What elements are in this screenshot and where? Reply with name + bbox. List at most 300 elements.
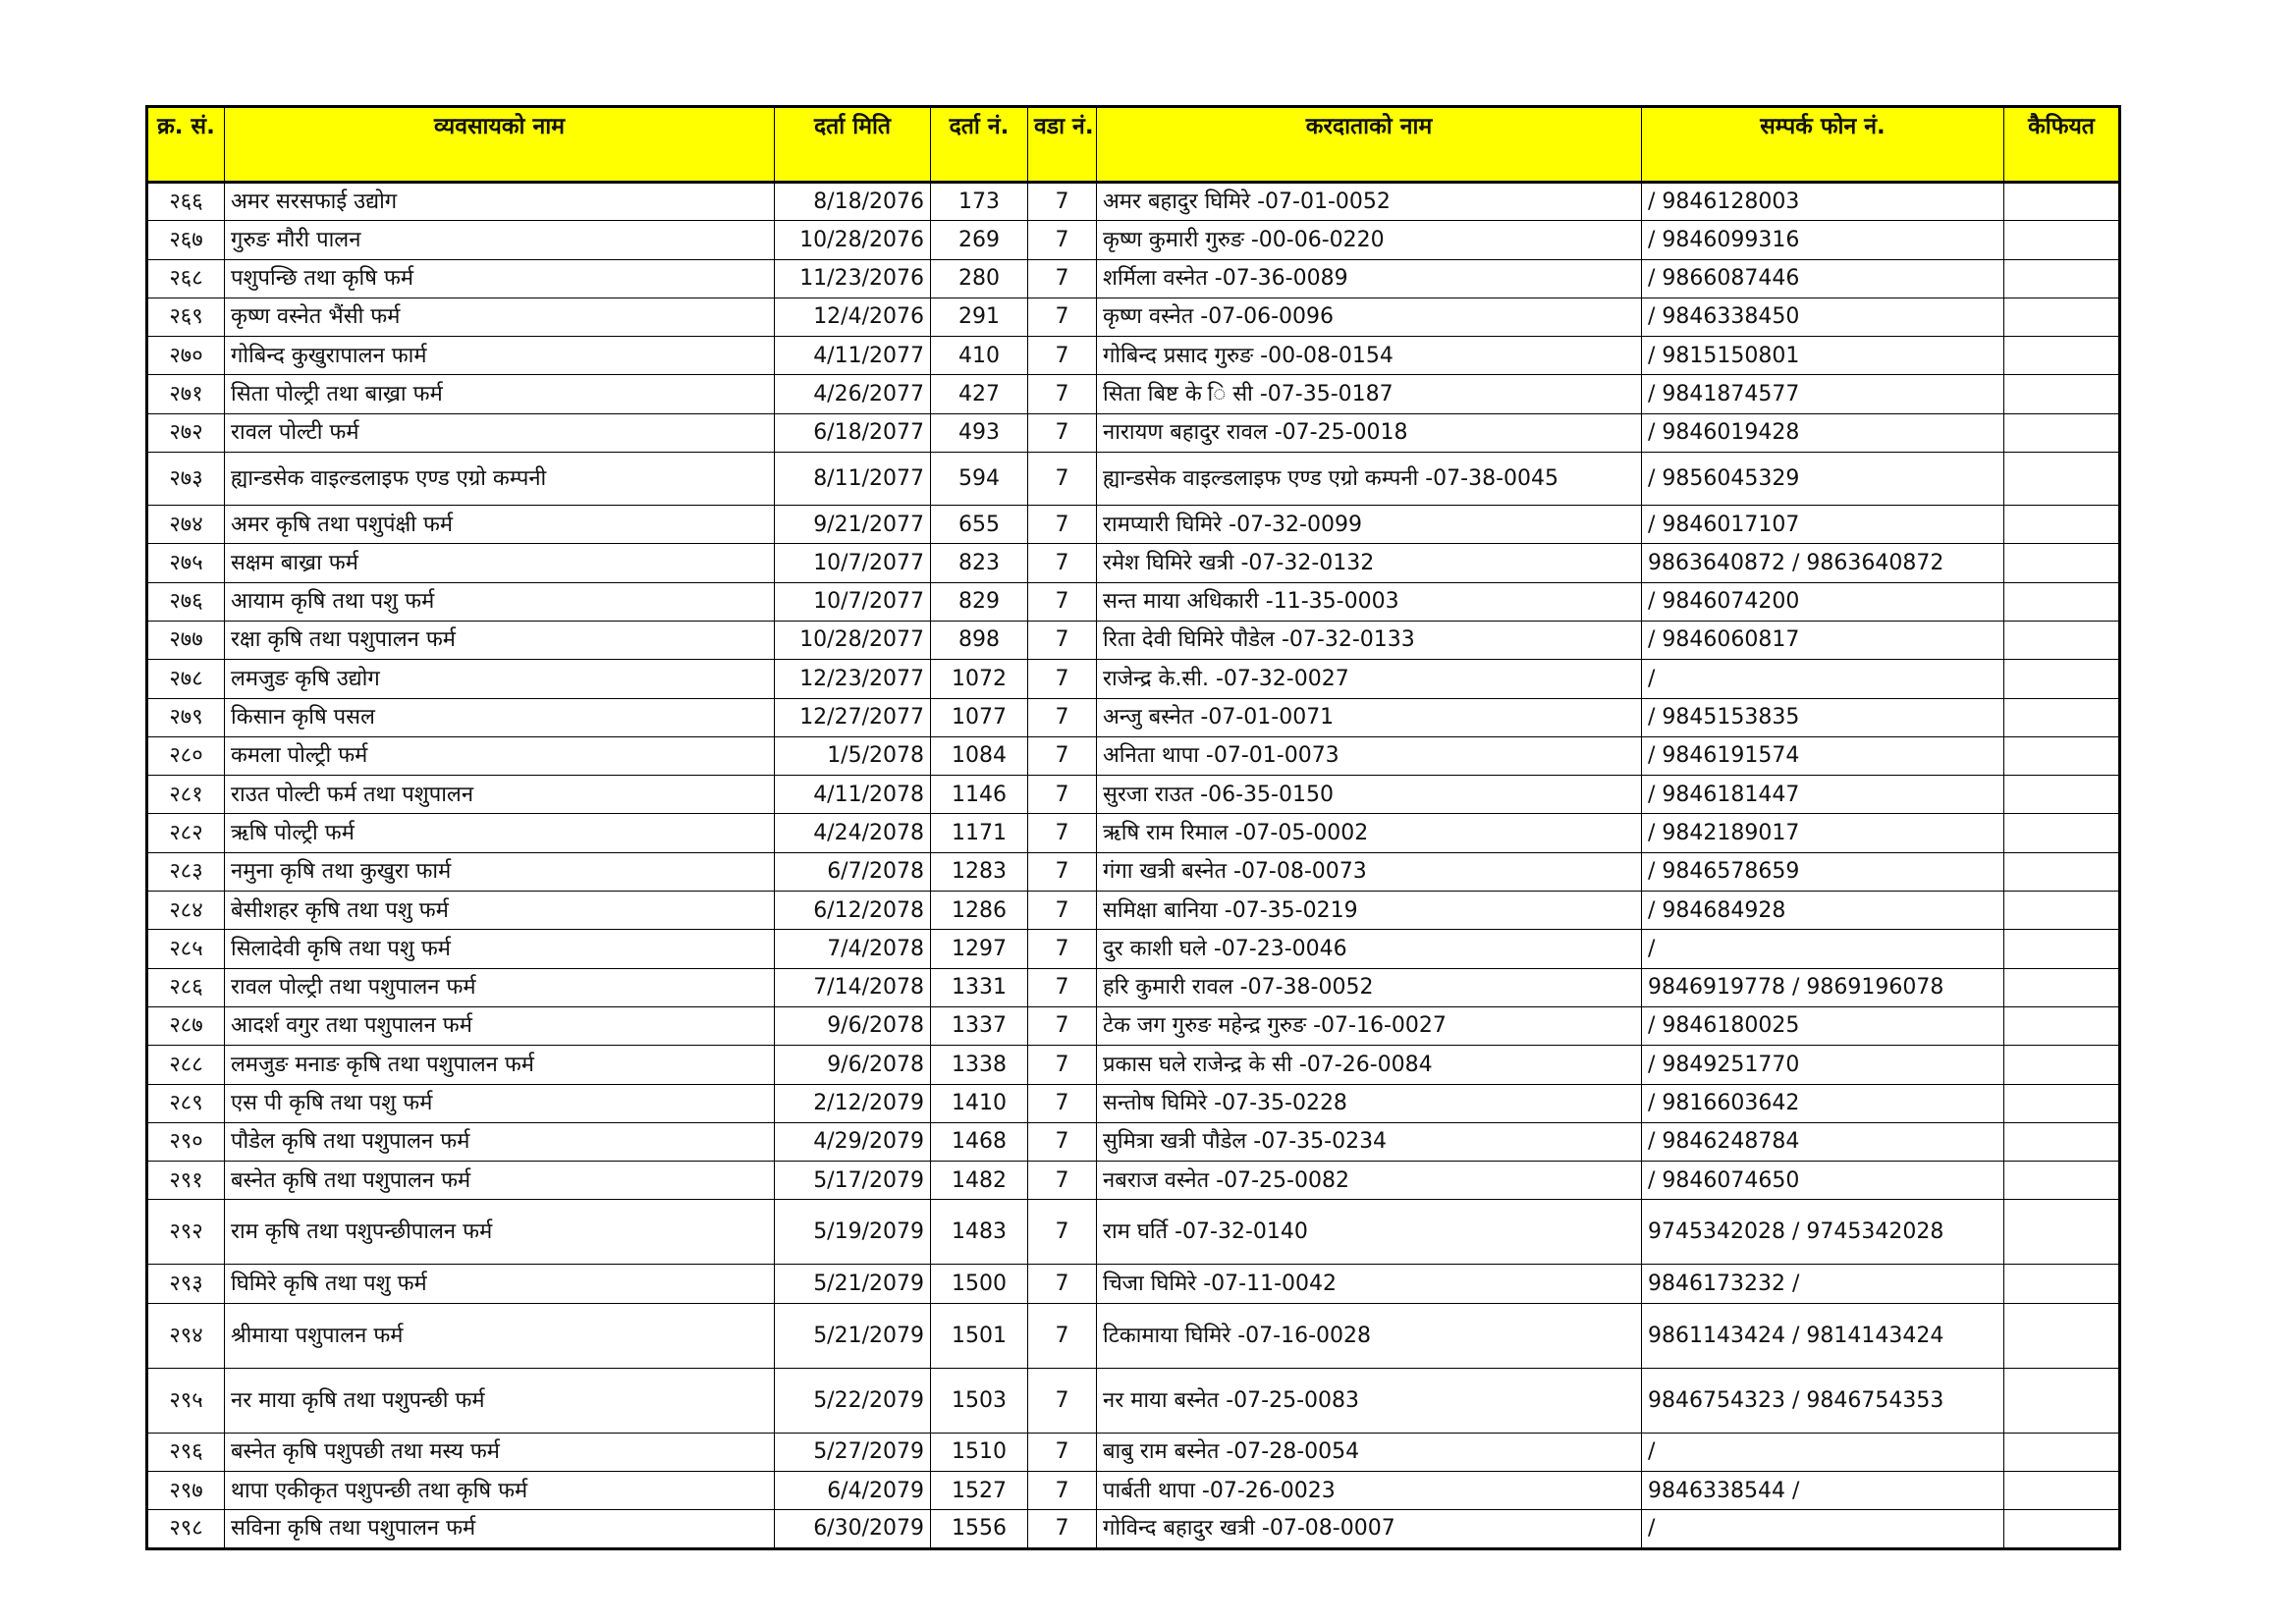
cell-contact-phone: 9846338544 /	[1642, 1472, 2004, 1510]
cell-ward-number: 7	[1028, 413, 1097, 452]
header-registration-date: दर्ता मिति	[775, 107, 931, 183]
cell-business-name: रावल पोल्टी फर्म	[225, 413, 775, 452]
cell-contact-phone: / 9846248784	[1642, 1122, 2004, 1161]
cell-business-name: गुरुङ मौरी पालन	[225, 221, 775, 259]
table-row	[147, 621, 2120, 659]
cell-serial: २८०	[147, 736, 225, 775]
cell-business-name: बस्नेत कृषि तथा पशुपालन फर्म	[225, 1162, 775, 1200]
cell-business-name: आदर्श वगुर तथा पशुपालन फर्म	[225, 1006, 775, 1045]
cell-taxpayer-name: शर्मिला वस्नेत -07-36-0089	[1097, 259, 1642, 298]
table-row	[147, 582, 2120, 621]
table-row	[147, 1433, 2120, 1471]
cell-registration-number: 493	[931, 413, 1028, 452]
cell-ward-number: 7	[1028, 1265, 1097, 1303]
header-business-name: व्यवसायको नाम	[225, 107, 775, 183]
cell-remarks	[2004, 1162, 2120, 1200]
cell-contact-phone: /	[1642, 1433, 2004, 1471]
cell-ward-number: 7	[1028, 1046, 1097, 1084]
cell-ward-number: 7	[1028, 660, 1097, 698]
cell-business-name: नर माया कृषि तथा पशुपन्छी फर्म	[225, 1368, 775, 1433]
cell-registration-number: 291	[931, 298, 1028, 336]
cell-registration-number: 1077	[931, 698, 1028, 736]
cell-remarks	[2004, 1200, 2120, 1265]
cell-registration-number: 1500	[931, 1265, 1028, 1303]
cell-serial: २६७	[147, 221, 225, 259]
cell-business-name: कृष्ण वस्नेत भैंसी फर्म	[225, 298, 775, 336]
cell-serial: २९३	[147, 1265, 225, 1303]
cell-taxpayer-name: नारायण बहादुर रावल -07-25-0018	[1097, 413, 1642, 452]
cell-business-name: लमजुङ कृषि उद्योग	[225, 660, 775, 698]
cell-taxpayer-name: हरि कुमारी रावल -07-38-0052	[1097, 968, 1642, 1006]
cell-remarks	[2004, 776, 2120, 814]
header-remarks: कैफियत	[2004, 107, 2120, 183]
cell-serial: २८३	[147, 852, 225, 891]
cell-remarks	[2004, 1368, 2120, 1433]
cell-ward-number: 7	[1028, 1303, 1097, 1368]
cell-business-name: पौडेल कृषि तथा पशुपालन फर्म	[225, 1122, 775, 1161]
table-row	[147, 1162, 2120, 1200]
cell-contact-phone: /	[1642, 660, 2004, 698]
cell-taxpayer-name: कृष्ण वस्नेत -07-06-0096	[1097, 298, 1642, 336]
header-serial: क्र. सं.	[147, 107, 225, 183]
cell-ward-number: 7	[1028, 1006, 1097, 1045]
table-row	[147, 1472, 2120, 1510]
cell-serial: २८७	[147, 1006, 225, 1045]
cell-serial: २७८	[147, 660, 225, 698]
cell-ward-number: 7	[1028, 968, 1097, 1006]
cell-ward-number: 7	[1028, 582, 1097, 621]
business-registry-table	[145, 105, 2121, 1550]
cell-registration-number: 594	[931, 453, 1028, 506]
cell-serial: २९७	[147, 1472, 225, 1510]
table-row	[147, 337, 2120, 375]
cell-business-name: बस्नेत कृषि पशुपछी तथा मस्य फर्म	[225, 1433, 775, 1471]
cell-ward-number: 7	[1028, 453, 1097, 506]
cell-remarks	[2004, 892, 2120, 930]
cell-remarks	[2004, 337, 2120, 375]
cell-ward-number: 7	[1028, 852, 1097, 891]
cell-serial: २९५	[147, 1368, 225, 1433]
cell-registration-date: 10/7/2077	[775, 582, 931, 621]
cell-contact-phone: / 9842189017	[1642, 814, 2004, 852]
cell-taxpayer-name: गोविन्द बहादुर खत्री -07-08-0007	[1097, 1510, 1642, 1548]
cell-contact-phone: / 9846017107	[1642, 506, 2004, 544]
cell-taxpayer-name: नबराज वस्नेत -07-25-0082	[1097, 1162, 1642, 1200]
cell-registration-date: 5/22/2079	[775, 1368, 931, 1433]
cell-registration-number: 410	[931, 337, 1028, 375]
cell-remarks	[2004, 413, 2120, 452]
table-row	[147, 1368, 2120, 1433]
cell-remarks	[2004, 453, 2120, 506]
cell-remarks	[2004, 1472, 2120, 1510]
cell-registration-date: 9/21/2077	[775, 506, 931, 544]
cell-contact-phone: / 9846338450	[1642, 298, 2004, 336]
cell-registration-date: 4/26/2077	[775, 375, 931, 413]
cell-serial: २६९	[147, 298, 225, 336]
cell-contact-phone: / 9846578659	[1642, 852, 2004, 891]
table-row	[147, 1084, 2120, 1122]
cell-contact-phone: 9863640872 / 9863640872	[1642, 544, 2004, 582]
cell-ward-number: 7	[1028, 621, 1097, 659]
cell-registration-date: 4/11/2077	[775, 337, 931, 375]
cell-remarks	[2004, 1265, 2120, 1303]
cell-registration-date: 5/17/2079	[775, 1162, 931, 1200]
cell-business-name: किसान कृषि पसल	[225, 698, 775, 736]
cell-contact-phone: / 9866087446	[1642, 259, 2004, 298]
cell-remarks	[2004, 1006, 2120, 1045]
cell-contact-phone: / 9846180025	[1642, 1006, 2004, 1045]
cell-taxpayer-name: बाबु राम बस्नेत -07-28-0054	[1097, 1433, 1642, 1471]
cell-ward-number: 7	[1028, 1122, 1097, 1161]
cell-business-name: पशुपन्छि तथा कृषि फर्म	[225, 259, 775, 298]
cell-ward-number: 7	[1028, 1200, 1097, 1265]
cell-business-name: एस पी कृषि तथा पशु फर्म	[225, 1084, 775, 1122]
cell-registration-number: 1286	[931, 892, 1028, 930]
cell-taxpayer-name: सन्तोष घिमिरे -07-35-0228	[1097, 1084, 1642, 1122]
cell-registration-date: 8/11/2077	[775, 453, 931, 506]
cell-serial: २७२	[147, 413, 225, 452]
cell-registration-number: 173	[931, 183, 1028, 221]
cell-ward-number: 7	[1028, 1084, 1097, 1122]
table-row	[147, 1265, 2120, 1303]
cell-contact-phone: / 9849251770	[1642, 1046, 2004, 1084]
cell-taxpayer-name: पार्बती थापा -07-26-0023	[1097, 1472, 1642, 1510]
cell-contact-phone: / 9846099316	[1642, 221, 2004, 259]
table-row	[147, 1006, 2120, 1045]
cell-serial: २७९	[147, 698, 225, 736]
cell-ward-number: 7	[1028, 183, 1097, 221]
cell-taxpayer-name: कृष्ण कुमारी गुरुङ -00-06-0220	[1097, 221, 1642, 259]
cell-serial: २८२	[147, 814, 225, 852]
table-row	[147, 1510, 2120, 1548]
cell-serial: २७४	[147, 506, 225, 544]
cell-serial: २८९	[147, 1084, 225, 1122]
cell-serial: २९०	[147, 1122, 225, 1161]
cell-registration-number: 898	[931, 621, 1028, 659]
cell-registration-date: 5/21/2079	[775, 1303, 931, 1368]
cell-taxpayer-name: गंगा खत्री बस्नेत -07-08-0073	[1097, 852, 1642, 891]
cell-registration-date: 9/6/2078	[775, 1006, 931, 1045]
table-row	[147, 930, 2120, 968]
cell-remarks	[2004, 582, 2120, 621]
cell-contact-phone: 9846919778 / 9869196078	[1642, 968, 2004, 1006]
cell-serial: २९४	[147, 1303, 225, 1368]
cell-remarks	[2004, 221, 2120, 259]
cell-registration-date: 6/30/2079	[775, 1510, 931, 1548]
cell-ward-number: 7	[1028, 814, 1097, 852]
cell-taxpayer-name: अमर बहादुर घिमिरे -07-01-0052	[1097, 183, 1642, 221]
cell-contact-phone: 9846754323 / 9846754353	[1642, 1368, 2004, 1433]
cell-business-name: आयाम कृषि तथा पशु फर्म	[225, 582, 775, 621]
cell-contact-phone: 9861143424 / 9814143424	[1642, 1303, 2004, 1368]
cell-remarks	[2004, 259, 2120, 298]
cell-registration-date: 5/19/2079	[775, 1200, 931, 1265]
cell-registration-number: 1483	[931, 1200, 1028, 1265]
cell-business-name: कमला पोल्ट्री फर्म	[225, 736, 775, 775]
cell-business-name: राम कृषि तथा पशुपन्छीपालन फर्म	[225, 1200, 775, 1265]
table-row	[147, 1046, 2120, 1084]
cell-ward-number: 7	[1028, 1368, 1097, 1433]
cell-remarks	[2004, 506, 2120, 544]
cell-contact-phone: / 9846019428	[1642, 413, 2004, 452]
cell-contact-phone: / 9846074200	[1642, 582, 2004, 621]
cell-taxpayer-name: सन्त माया अधिकारी -11-35-0003	[1097, 582, 1642, 621]
cell-business-name: श्रीमाया पशुपालन फर्म	[225, 1303, 775, 1368]
cell-registration-date: 9/6/2078	[775, 1046, 931, 1084]
cell-business-name: ह्यान्डसेक वाइल्डलाइफ एण्ड एग्रो कम्पनी	[225, 453, 775, 506]
cell-ward-number: 7	[1028, 1472, 1097, 1510]
cell-serial: २८१	[147, 776, 225, 814]
cell-registration-number: 1410	[931, 1084, 1028, 1122]
table-body	[147, 183, 2120, 1549]
cell-contact-phone: / 9841874577	[1642, 375, 2004, 413]
cell-registration-date: 11/23/2076	[775, 259, 931, 298]
cell-registration-date: 6/18/2077	[775, 413, 931, 452]
cell-remarks	[2004, 621, 2120, 659]
cell-registration-date: 8/18/2076	[775, 183, 931, 221]
cell-registration-date: 4/29/2079	[775, 1122, 931, 1161]
cell-registration-date: 6/4/2079	[775, 1472, 931, 1510]
cell-registration-number: 1331	[931, 968, 1028, 1006]
cell-contact-phone: / 9846181447	[1642, 776, 2004, 814]
table-row	[147, 814, 2120, 852]
cell-registration-date: 12/4/2076	[775, 298, 931, 336]
cell-taxpayer-name: सिता बिष्ट के ि सी -07-35-0187	[1097, 375, 1642, 413]
table-row	[147, 1122, 2120, 1161]
cell-serial: २७६	[147, 582, 225, 621]
table-row	[147, 852, 2120, 891]
cell-business-name: रक्षा कृषि तथा पशुपालन फर्म	[225, 621, 775, 659]
cell-business-name: अमर सरसफाई उद्योग	[225, 183, 775, 221]
cell-taxpayer-name: रिता देवी घिमिरे पौडेल -07-32-0133	[1097, 621, 1642, 659]
cell-registration-number: 269	[931, 221, 1028, 259]
cell-contact-phone: / 984684928	[1642, 892, 2004, 930]
cell-registration-date: 5/21/2079	[775, 1265, 931, 1303]
cell-registration-date: 12/27/2077	[775, 698, 931, 736]
cell-remarks	[2004, 1510, 2120, 1548]
table-row	[147, 892, 2120, 930]
cell-serial: २९६	[147, 1433, 225, 1471]
cell-registration-number: 823	[931, 544, 1028, 582]
cell-ward-number: 7	[1028, 221, 1097, 259]
cell-ward-number: 7	[1028, 1510, 1097, 1548]
cell-ward-number: 7	[1028, 544, 1097, 582]
table-row	[147, 221, 2120, 259]
cell-contact-phone: / 9846191574	[1642, 736, 2004, 775]
cell-registration-date: 6/12/2078	[775, 892, 931, 930]
cell-taxpayer-name: रमेश घिमिरे खत्री -07-32-0132	[1097, 544, 1642, 582]
cell-contact-phone: / 9856045329	[1642, 453, 2004, 506]
cell-serial: २७१	[147, 375, 225, 413]
cell-registration-date: 5/27/2079	[775, 1433, 931, 1471]
cell-registration-number: 1527	[931, 1472, 1028, 1510]
cell-remarks	[2004, 183, 2120, 221]
cell-taxpayer-name: गोबिन्द प्रसाद गुरुङ -00-08-0154	[1097, 337, 1642, 375]
cell-registration-number: 1283	[931, 852, 1028, 891]
cell-registration-number: 1468	[931, 1122, 1028, 1161]
cell-business-name: सिता पोल्ट्री तथा बाख्रा फर्म	[225, 375, 775, 413]
cell-serial: २९१	[147, 1162, 225, 1200]
cell-taxpayer-name: राम घर्ति -07-32-0140	[1097, 1200, 1642, 1265]
cell-business-name: राउत पोल्टी फर्म तथा पशुपालन	[225, 776, 775, 814]
cell-taxpayer-name: ऋषि राम रिमाल -07-05-0002	[1097, 814, 1642, 852]
cell-ward-number: 7	[1028, 776, 1097, 814]
cell-taxpayer-name: प्रकास घले राजेन्द्र के सी -07-26-0084	[1097, 1046, 1642, 1084]
header-ward-number: वडा नं.	[1028, 107, 1097, 183]
cell-registration-date: 7/4/2078	[775, 930, 931, 968]
cell-ward-number: 7	[1028, 1433, 1097, 1471]
cell-serial: २६६	[147, 183, 225, 221]
cell-taxpayer-name: दुर काशी घले -07-23-0046	[1097, 930, 1642, 968]
cell-remarks	[2004, 968, 2120, 1006]
cell-contact-phone: / 9845153835	[1642, 698, 2004, 736]
table-header-row	[147, 107, 2120, 183]
cell-registration-number: 1501	[931, 1303, 1028, 1368]
cell-contact-phone: / 9846060817	[1642, 621, 2004, 659]
cell-contact-phone: / 9846128003	[1642, 183, 2004, 221]
cell-business-name: बेसीशहर कृषि तथा पशु फर्म	[225, 892, 775, 930]
cell-remarks	[2004, 930, 2120, 968]
cell-registration-number: 1482	[931, 1162, 1028, 1200]
table-row	[147, 1303, 2120, 1368]
cell-registration-date: 10/28/2076	[775, 221, 931, 259]
cell-ward-number: 7	[1028, 698, 1097, 736]
table-row	[147, 298, 2120, 336]
cell-contact-phone: 9846173232 /	[1642, 1265, 2004, 1303]
cell-business-name: ऋषि पोल्ट्री फर्म	[225, 814, 775, 852]
cell-taxpayer-name: सुमित्रा खत्री पौडेल -07-35-0234	[1097, 1122, 1642, 1161]
cell-registration-number: 1084	[931, 736, 1028, 775]
cell-ward-number: 7	[1028, 506, 1097, 544]
cell-registration-number: 1146	[931, 776, 1028, 814]
cell-remarks	[2004, 660, 2120, 698]
cell-serial: २९८	[147, 1510, 225, 1548]
header-contact-phone: सम्पर्क फोन नं.	[1642, 107, 2004, 183]
cell-taxpayer-name: सुरजा राउत -06-35-0150	[1097, 776, 1642, 814]
cell-registration-number: 280	[931, 259, 1028, 298]
cell-taxpayer-name: चिजा घिमिरे -07-11-0042	[1097, 1265, 1642, 1303]
cell-serial: २८५	[147, 930, 225, 968]
cell-registration-number: 1510	[931, 1433, 1028, 1471]
cell-registration-number: 1337	[931, 1006, 1028, 1045]
cell-serial: २७५	[147, 544, 225, 582]
cell-contact-phone: / 9846074650	[1642, 1162, 2004, 1200]
cell-registration-number: 1171	[931, 814, 1028, 852]
table-row	[147, 183, 2120, 221]
cell-business-name: सक्षम बाख्रा फर्म	[225, 544, 775, 582]
cell-registration-number: 1338	[931, 1046, 1028, 1084]
cell-remarks	[2004, 1303, 2120, 1368]
cell-serial: २९२	[147, 1200, 225, 1265]
cell-contact-phone: / 9816603642	[1642, 1084, 2004, 1122]
cell-taxpayer-name: अन्जु बस्नेत -07-01-0071	[1097, 698, 1642, 736]
table-row	[147, 544, 2120, 582]
cell-business-name: नमुना कृषि तथा कुखुरा फार्म	[225, 852, 775, 891]
cell-taxpayer-name: टेक जग गुरुङ महेन्द्र गुरुङ -07-16-0027	[1097, 1006, 1642, 1045]
cell-serial: २८६	[147, 968, 225, 1006]
cell-taxpayer-name: रामप्यारी घिमिरे -07-32-0099	[1097, 506, 1642, 544]
cell-ward-number: 7	[1028, 930, 1097, 968]
cell-remarks	[2004, 375, 2120, 413]
cell-contact-phone: /	[1642, 1510, 2004, 1548]
cell-taxpayer-name: राजेन्द्र के.सी. -07-32-0027	[1097, 660, 1642, 698]
cell-registration-date: 10/28/2077	[775, 621, 931, 659]
cell-business-name: थापा एकीकृत पशुपन्छी तथा कृषि फर्म	[225, 1472, 775, 1510]
table-row	[147, 259, 2120, 298]
cell-business-name: अमर कृषि तथा पशुपंक्षी फर्म	[225, 506, 775, 544]
cell-business-name: सविना कृषि तथा पशुपालन फर्म	[225, 1510, 775, 1548]
cell-ward-number: 7	[1028, 375, 1097, 413]
cell-registration-date: 7/14/2078	[775, 968, 931, 1006]
cell-ward-number: 7	[1028, 337, 1097, 375]
cell-registration-date: 2/12/2079	[775, 1084, 931, 1122]
table-row	[147, 660, 2120, 698]
cell-business-name: घिमिरे कृषि तथा पशु फर्म	[225, 1265, 775, 1303]
cell-serial: २८४	[147, 892, 225, 930]
cell-serial: २७३	[147, 453, 225, 506]
table-row	[147, 506, 2120, 544]
cell-remarks	[2004, 1084, 2120, 1122]
cell-ward-number: 7	[1028, 892, 1097, 930]
table-row	[147, 736, 2120, 775]
cell-registration-number: 1072	[931, 660, 1028, 698]
table-row	[147, 413, 2120, 452]
cell-business-name: सिलादेवी कृषि तथा पशु फर्म	[225, 930, 775, 968]
cell-remarks	[2004, 852, 2120, 891]
cell-contact-phone: /	[1642, 930, 2004, 968]
cell-taxpayer-name: ह्यान्डसेक वाइल्डलाइफ एण्ड एग्रो कम्पनी -07-38-0045	[1097, 453, 1642, 506]
cell-registration-date: 6/7/2078	[775, 852, 931, 891]
cell-registration-number: 1556	[931, 1510, 1028, 1548]
table-row	[147, 968, 2120, 1006]
cell-registration-number: 427	[931, 375, 1028, 413]
cell-ward-number: 7	[1028, 1162, 1097, 1200]
cell-remarks	[2004, 298, 2120, 336]
cell-registration-date: 1/5/2078	[775, 736, 931, 775]
cell-ward-number: 7	[1028, 298, 1097, 336]
cell-business-name: गोबिन्द कुखुरापालन फार्म	[225, 337, 775, 375]
cell-serial: २६८	[147, 259, 225, 298]
table-row	[147, 453, 2120, 506]
cell-registration-number: 1297	[931, 930, 1028, 968]
table-row	[147, 375, 2120, 413]
cell-registration-date: 12/23/2077	[775, 660, 931, 698]
cell-taxpayer-name: टिकामाया घिमिरे -07-16-0028	[1097, 1303, 1642, 1368]
cell-taxpayer-name: अनिता थापा -07-01-0073	[1097, 736, 1642, 775]
cell-registration-number: 829	[931, 582, 1028, 621]
cell-contact-phone: 9745342028 / 9745342028	[1642, 1200, 2004, 1265]
cell-serial: २७७	[147, 621, 225, 659]
cell-remarks	[2004, 544, 2120, 582]
table-row	[147, 1200, 2120, 1265]
header-registration-number: दर्ता नं.	[931, 107, 1028, 183]
cell-taxpayer-name: समिक्षा बानिया -07-35-0219	[1097, 892, 1642, 930]
header-taxpayer-name: करदाताको नाम	[1097, 107, 1642, 183]
cell-remarks	[2004, 736, 2120, 775]
cell-taxpayer-name: नर माया बस्नेत -07-25-0083	[1097, 1368, 1642, 1433]
cell-remarks	[2004, 814, 2120, 852]
cell-registration-date: 4/24/2078	[775, 814, 931, 852]
cell-registration-number: 655	[931, 506, 1028, 544]
cell-remarks	[2004, 698, 2120, 736]
cell-business-name: रावल पोल्ट्री तथा पशुपालन फर्म	[225, 968, 775, 1006]
table-row	[147, 698, 2120, 736]
cell-remarks	[2004, 1433, 2120, 1471]
cell-registration-number: 1503	[931, 1368, 1028, 1433]
cell-serial: २८८	[147, 1046, 225, 1084]
cell-remarks	[2004, 1122, 2120, 1161]
cell-remarks	[2004, 1046, 2120, 1084]
